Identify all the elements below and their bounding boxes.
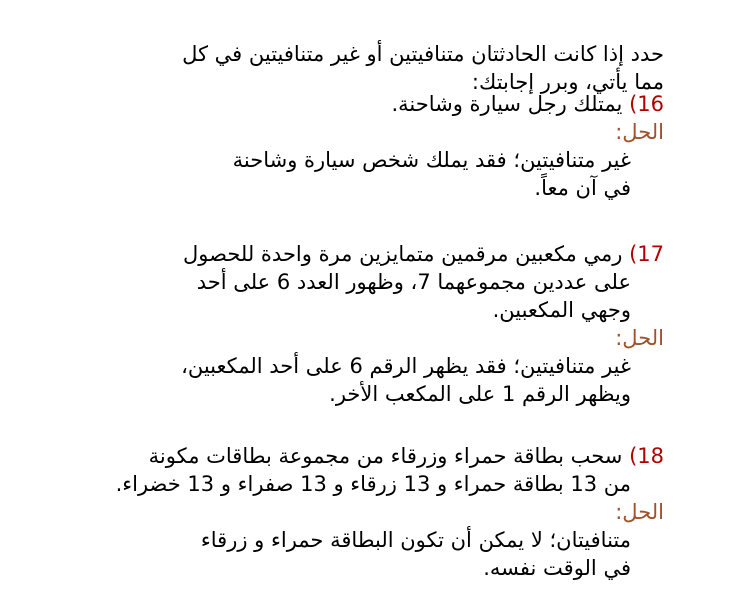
- question-18-text-2: من 13 بطاقة حمراء و 13 زرقاء و 13 صفراء و 13 خضراء.: [115, 472, 631, 496]
- question-18-text-1: سحب بطاقة حمراء وزرقاء من مجموعة بطاقات مكونة: [148, 444, 623, 468]
- question-16-text-1: يمتلك رجل سيارة وشاحنة.: [391, 92, 623, 116]
- instructions-line-1: حدد إذا كانت الحادثتان متنافيتين أو غير متنافيتين في كل: [182, 42, 664, 66]
- question-17-number: 17): [629, 242, 664, 266]
- question-18-solution-line-2: في الوقت نفسه.: [483, 556, 631, 580]
- question-16-solution-label: الحل:: [615, 120, 664, 144]
- question-18: [104, 442, 664, 582]
- question-17-solution-line-2: ويظهر الرقم 1 على المكعب الأخر.: [329, 382, 631, 406]
- question-16-line-1: [104, 90, 664, 118]
- question-17: [104, 240, 664, 408]
- question-17-solution-label: الحل:: [615, 326, 664, 350]
- question-18-number: 18): [629, 444, 664, 468]
- question-18-solution-line-1: متنافيتان؛ لا يمكن أن تكون البطاقة حمراء و زرقاء: [200, 528, 631, 552]
- instructions-line-2: مما يأتي، وبرر إجابتك:: [471, 70, 664, 94]
- question-18-solution-label: الحل:: [615, 500, 664, 524]
- question-16: [104, 90, 664, 202]
- instructions: [124, 40, 664, 96]
- question-17-solution-line-1: غير متنافيتين؛ فقد يظهر الرقم 6 على أحد المكعبين،: [181, 354, 631, 378]
- question-18-line-1: [104, 442, 664, 470]
- question-16-number: 16): [629, 92, 664, 116]
- question-17-line-1: [104, 240, 664, 268]
- question-16-solution-line-1: غير متنافيتين؛ فقد يملك شخص سيارة وشاحنة: [232, 148, 631, 172]
- question-17-text-3: وجهي المكعبين.: [492, 298, 631, 322]
- question-17-text-2: على عددين مجموعهما 7، وظهور العدد 6 على أحد: [196, 270, 631, 294]
- question-17-text-1: رمي مكعبين مرقمين متمايزين مرة واحدة للحصول: [183, 242, 623, 266]
- question-16-solution-line-2: في آن معاً.: [534, 176, 631, 200]
